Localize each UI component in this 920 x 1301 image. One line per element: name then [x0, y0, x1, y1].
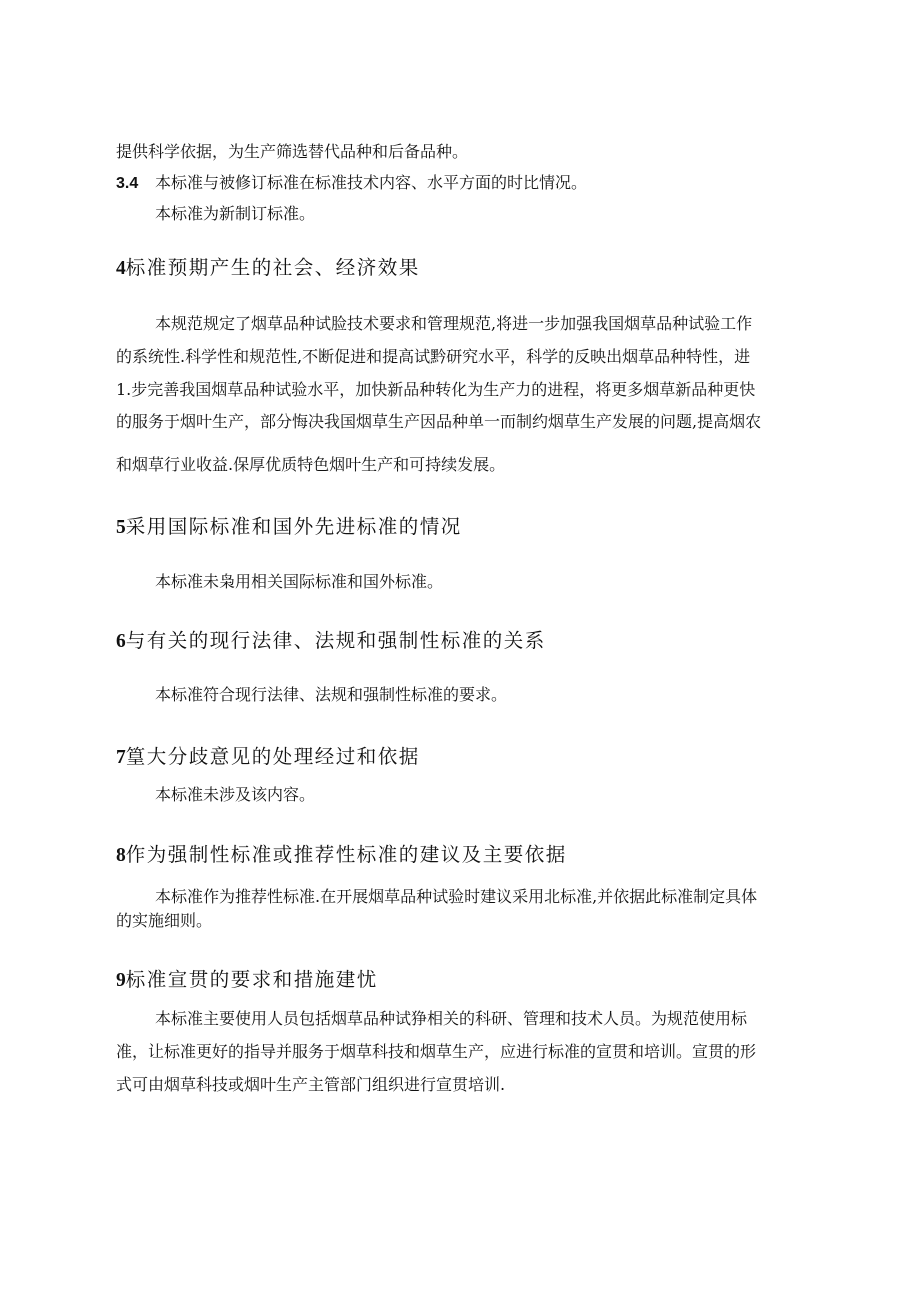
paragraph-line: 的系统性.科学性和规范性,不断促进和提高试黔研究水平，科学的反映出烟草品种特性，进: [116, 347, 751, 366]
section-title: 作为强制性标准或推荐性标准的建议及主要依据: [125, 843, 567, 866]
section-title: 标准宣贯的要求和措施建忧: [125, 968, 378, 991]
section-heading-7: [116, 745, 420, 770]
section-title: 标准预期产生的社会、经济效果: [125, 256, 420, 279]
section-number: 9: [116, 970, 126, 991]
section-title: 与有关的现行法律、法规和强制性标准的关系: [125, 629, 546, 652]
paragraph-line: 本标准未涉及该内容。: [155, 785, 316, 804]
paragraph-line: 本标准主要使用人员包括烟草品种试狰相关的科研、管理和技术人员。为规范使用标: [155, 1009, 748, 1028]
paragraph-line: 1.步完善我国烟草品种试验水平，加快新品种转化为生产力的进程，将更多烟草新品种更快: [116, 380, 756, 399]
section-number: 7: [116, 747, 126, 768]
paragraph-line: 和烟草行业收益.保厚优质特色烟叶生产和可持续发展。: [116, 455, 506, 474]
paragraph-line: 本标准未枭用相关国际标准和国外标准。: [155, 572, 444, 591]
section-number: 6: [116, 631, 126, 652]
paragraph-line: 提供科学依据，为生产筛选替代品种和后备品种。: [116, 142, 469, 161]
subsection-number: 3.4: [116, 175, 139, 192]
section-number: 5: [116, 517, 126, 538]
paragraph-line: 的实施细则。: [116, 911, 213, 930]
paragraph-line: 准，让标准更好的指导并服务于烟草科技和烟草生产，应进行标准的宣贯和培训。宣贯的形: [116, 1042, 757, 1061]
paragraph-line: 本规范规定了烟草品种试脸技术要求和管理规范,将进一步加强我国烟草品种试验工作: [155, 314, 753, 333]
subsection-3-4: [116, 173, 587, 194]
subsection-title: 本标准与被修订标准在标准技术内容、水平方面的时比情况。: [155, 173, 588, 192]
section-heading-8: [116, 843, 567, 868]
paragraph-line: 的服务于烟叶生产，部分悔决我国烟草生产因品种单一而制约烟草生产发展的问题,提高烟农: [116, 412, 762, 431]
paragraph-line: 式可由烟草科技或烟叶生产主管部门组织进行宣贯培训.: [116, 1075, 506, 1094]
section-title: 篁大分歧意见的处理经过和依据: [125, 745, 420, 768]
section-number: 8: [116, 845, 126, 866]
section-number: 4: [116, 258, 126, 279]
section-title: 采用国际标准和国外先进标准的情况: [125, 515, 462, 538]
paragraph-line: 本标准为新制订标准。: [155, 204, 316, 223]
paragraph-line: 本标准符合现行法律、法规和强制性标准的要求。: [155, 685, 508, 704]
section-heading-4: [116, 256, 420, 281]
paragraph-line: 本标准作为推荐性标准.在开展烟草品种试验时建议采用北标准,并依据此标准制定具体: [155, 887, 758, 906]
section-heading-6: [116, 629, 546, 654]
section-heading-5: [116, 515, 462, 540]
section-heading-9: [116, 968, 378, 993]
